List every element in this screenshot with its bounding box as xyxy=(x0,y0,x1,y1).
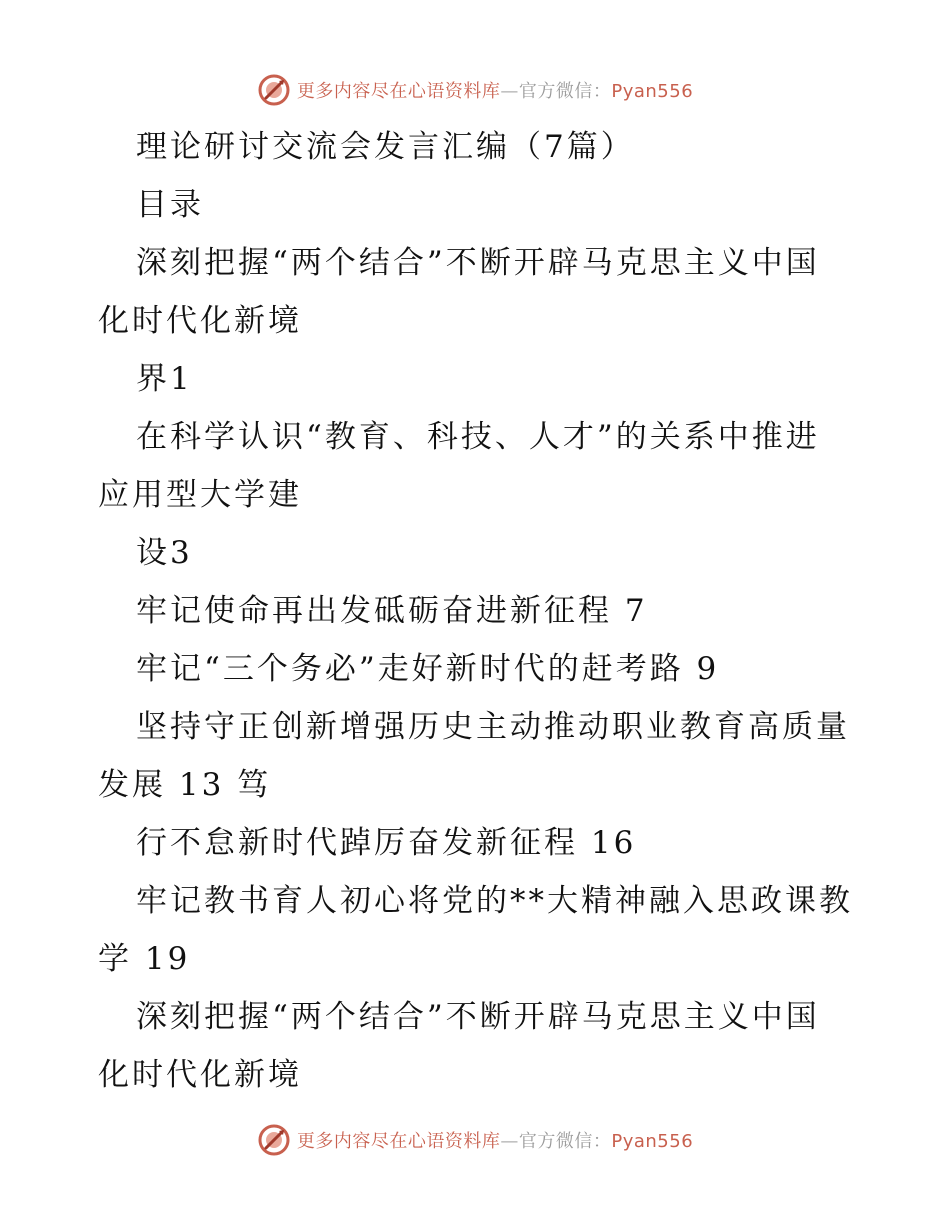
document-line: 在科学认识“教育、科技、人才”的关系中推进 xyxy=(136,419,820,455)
footer-wechat-id: Pyan556 xyxy=(611,1131,694,1152)
document-line: 牢记教书育人初心将党的**大精神融入思政课教 xyxy=(136,883,853,919)
document-line: 坚持守正创新增强历史主动推动职业教育高质量 xyxy=(136,709,850,745)
footer-brand: 更多内容尽在心语资料库 xyxy=(296,1131,501,1152)
header-banner xyxy=(0,70,950,110)
document-line: 牢记“三个务必”走好新时代的赶考路 9 xyxy=(136,651,720,687)
footer-banner-inner xyxy=(257,1123,693,1157)
document-line: 设3 xyxy=(136,535,193,571)
header-banner-inner xyxy=(257,73,693,107)
document-body xyxy=(98,118,858,1104)
header-banner-text xyxy=(297,77,693,103)
document-line: 发展 13 笃 xyxy=(98,767,272,803)
footer-banner xyxy=(0,1120,950,1160)
document-line: 应用型大学建 xyxy=(98,477,302,513)
document-line: 化时代化新境 xyxy=(98,303,302,339)
brand-logo-icon xyxy=(257,1123,291,1157)
document-line: 化时代化新境 xyxy=(98,1057,302,1093)
header-brand: 更多内容尽在心语资料库 xyxy=(296,81,501,102)
document-line: 行不怠新时代踔厉奋发新征程 16 xyxy=(136,825,637,861)
document-line: 目录 xyxy=(136,187,204,223)
document-line: 深刻把握“两个结合”不断开辟马克思主义中国 xyxy=(136,245,820,281)
document-line: 深刻把握“两个结合”不断开辟马克思主义中国 xyxy=(136,999,820,1035)
brand-logo-icon xyxy=(257,73,291,107)
footer-wechat-label: 官方微信： xyxy=(518,1131,612,1152)
document-line: 界1 xyxy=(136,361,193,397)
header-dash: — xyxy=(500,81,519,102)
header-wechat-label: 官方微信： xyxy=(518,81,612,102)
document-line: 牢记使命再出发砥砺奋进新征程 7 xyxy=(136,593,648,629)
header-wechat-id: Pyan556 xyxy=(611,81,694,102)
footer-dash: — xyxy=(500,1131,519,1152)
document-line: 学 19 xyxy=(98,941,191,977)
footer-banner-text xyxy=(297,1127,693,1153)
document-line: 理论研讨交流会发言汇编（7篇） xyxy=(136,129,635,165)
